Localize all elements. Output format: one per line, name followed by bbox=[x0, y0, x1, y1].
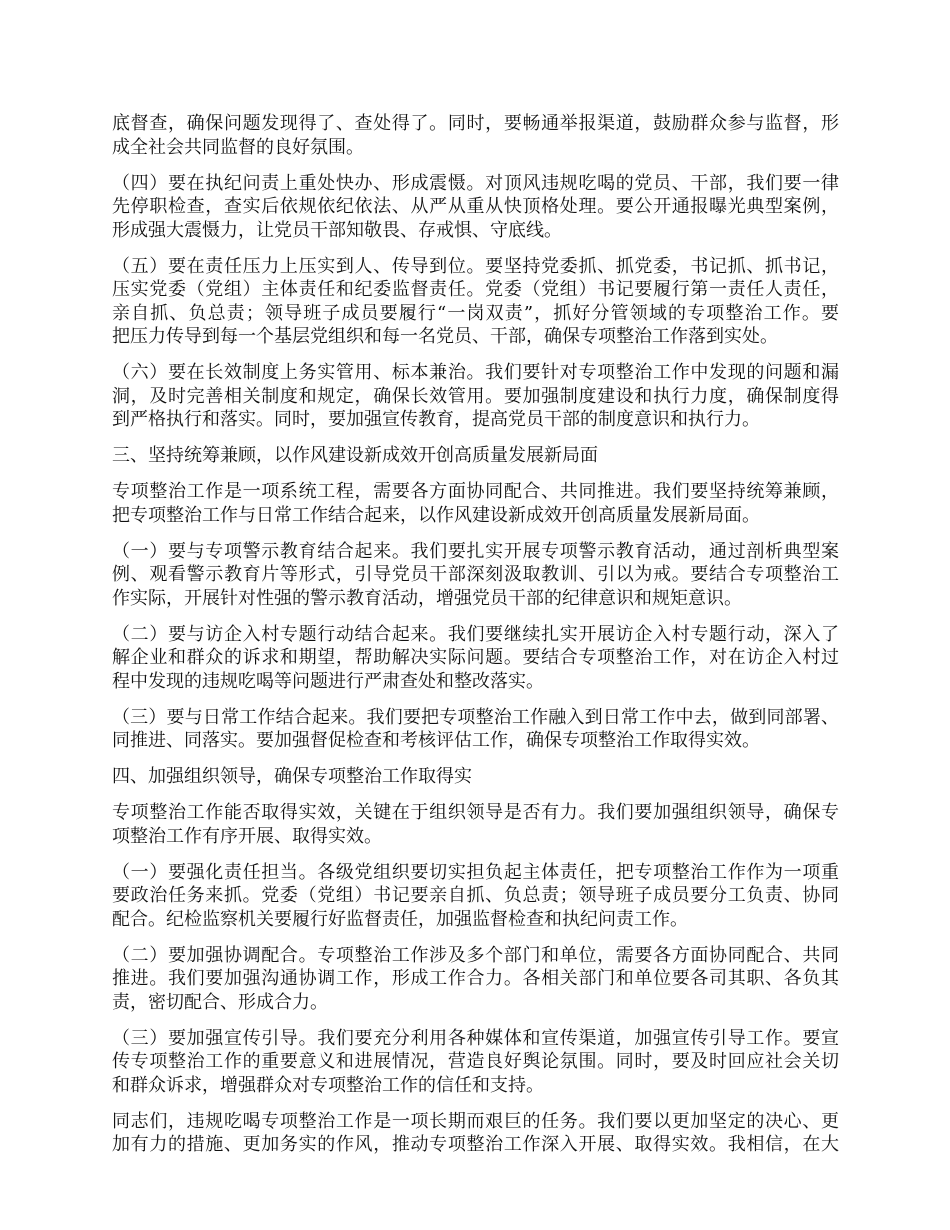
text-line: 专项整治工作能否取得实效，关键在于组织领导是否有力。我们要加强组织领导，确保专 bbox=[112, 802, 839, 823]
paragraph bbox=[112, 801, 839, 848]
text-line: 同推进、同落实。要加强督促检查和考核评估工作，确保专项整治工作取得实效。 bbox=[112, 730, 760, 751]
paragraph bbox=[112, 1110, 839, 1157]
text-line: （一）要强化责任担当。各级党组织要切实担负起主体责任，把专项整治工作作为一项重 bbox=[112, 861, 839, 883]
text-line: （四）要在执纪问责上重处快办、形成震慑。对顶风违规吃喝的党员、干部，我们要一律 bbox=[112, 172, 839, 194]
paragraph bbox=[112, 1027, 839, 1098]
document-page bbox=[112, 112, 839, 1169]
paragraph bbox=[112, 706, 839, 753]
text-line: 配合。纪检监察机关要履行好监督责任，加强监督检查和执纪问责工作。 bbox=[112, 908, 688, 930]
text-line: 项整治工作有序开展、取得实效。 bbox=[112, 825, 382, 847]
text-line: （一）要与专项警示教育结合起来。我们要扎实开展专项警示教育活动，通过剖析典型案 bbox=[112, 540, 839, 562]
text-line: （三）要与日常工作结合起来。我们要把专项整治工作融入到日常工作中去，做到同部署、 bbox=[112, 706, 839, 728]
text-line: 形成强大震慑力，让党员干部知敬畏、存戒惧、守底线。 bbox=[112, 219, 562, 241]
text-line: 把专项整治工作与日常工作结合起来，以作风建设新成效开创高质量发展新局面。 bbox=[112, 504, 760, 526]
text-line: 作实际，开展针对性强的警示教育活动，增强党员干部的纪律意识和规矩意识。 bbox=[112, 587, 742, 609]
paragraph bbox=[112, 540, 839, 611]
text-line: （二）要与访企入村专题行动结合起来。我们要继续扎实开展访企入村专题行动，深入了 bbox=[112, 623, 839, 645]
text-line: 要政治任务来抓。党委（党组）书记要亲自抓、负总责；领导班子成员要分工负责、协同 bbox=[112, 885, 839, 906]
paragraph bbox=[112, 444, 839, 468]
text-line: 解企业和群众的诉求和期望，帮助解决实际问题。要结合专项整治工作，对在访企入村过 bbox=[112, 647, 839, 668]
text-line: 先停职检查，查实后依规依纪依法、从严从重从快顶格处理。要公开通报曝光典型案例， bbox=[112, 196, 839, 217]
paragraph bbox=[112, 255, 839, 349]
text-line: （六）要在长效制度上务实管用、标本兼治。我们要针对专项整治工作中发现的问题和漏 bbox=[112, 362, 839, 383]
text-line: 和群众诉求，增强群众对专项整治工作的信任和支持。 bbox=[112, 1074, 544, 1096]
paragraph bbox=[112, 944, 839, 1015]
text-line: 洞，及时完善相关制度和规定，确保长效管用。要加强制度建设和执行力度，确保制度得 bbox=[112, 385, 839, 407]
paragraph bbox=[112, 480, 839, 527]
text-line: 程中发现的违规吃喝等问题进行严肃查处和整改落实。 bbox=[112, 670, 544, 692]
text-line: 到严格执行和落实。同时，要加强宣传教育，提高党员干部的制度意识和执行力。 bbox=[112, 409, 760, 430]
text-line: 专项整治工作是一项系统工程，需要各方面协同配合、共同推进。我们要坚持统筹兼顾， bbox=[112, 481, 839, 502]
paragraph bbox=[112, 623, 839, 694]
text-line: 同志们，违规吃喝专项整治工作是一项长期而艰巨的任务。我们要以更加坚定的决心、更 bbox=[112, 1110, 839, 1132]
text-line: 传专项整治工作的重要意义和进展情况，营造良好舆论氛围。同时，要及时回应社会关切 bbox=[112, 1051, 839, 1072]
text-line: （五）要在责任压力上压实到人、传导到位。要坚持党委抓、抓党委，书记抓、抓书记， bbox=[112, 255, 839, 277]
text-line: 例、观看警示教育片等形式，引导党员干部深刻汲取教训、引以为戒。要结合专项整治工 bbox=[112, 564, 839, 585]
text-line: 底督查，确保问题发现得了、查处得了。同时，要畅通举报渠道，鼓励群众参与监督，形 bbox=[112, 113, 839, 134]
text-line: 把压力传导到每一个基层党组织和每一名党员、干部，确保专项整治工作落到实处。 bbox=[112, 326, 778, 347]
text-line: 推进。我们要加强沟通协调工作，形成工作合力。各相关部门和单位要各司其职、各负其 bbox=[112, 968, 839, 989]
text-line: （三）要加强宣传引导。我们要充分利用各种媒体和宣传渠道，加强宣传引导工作。要宣 bbox=[112, 1027, 839, 1049]
text-line: （二）要加强协调配合。专项整治工作涉及多个部门和单位，需要各方面协同配合、共同 bbox=[112, 944, 839, 966]
text-line: 成全社会共同监督的良好氛围。 bbox=[112, 136, 364, 158]
text-line: 责，密切配合、形成合力。 bbox=[112, 991, 328, 1013]
paragraph bbox=[112, 172, 839, 243]
paragraph bbox=[112, 361, 839, 432]
text-line: 加有力的措施、更加务实的作风，推动专项整治工作深入开展、取得实效。我相信，在大 bbox=[112, 1134, 839, 1155]
text-line: 三、坚持统筹兼顾，以作风建设新成效开创高质量发展新局面 bbox=[112, 445, 598, 466]
text-line: 压实党委（党组）主体责任和纪委监督责任。党委（党组）书记要履行第一责任人责任， bbox=[112, 279, 839, 300]
paragraph bbox=[112, 765, 839, 789]
paragraph bbox=[112, 861, 839, 932]
text-line: 四、加强组织领导，确保专项整治工作取得实 bbox=[112, 766, 472, 787]
paragraph bbox=[112, 112, 839, 159]
text-line: 亲自抓、负总责；领导班子成员要履行“一岗双责”，抓好分管领域的专项整治工作。要 bbox=[112, 302, 839, 324]
